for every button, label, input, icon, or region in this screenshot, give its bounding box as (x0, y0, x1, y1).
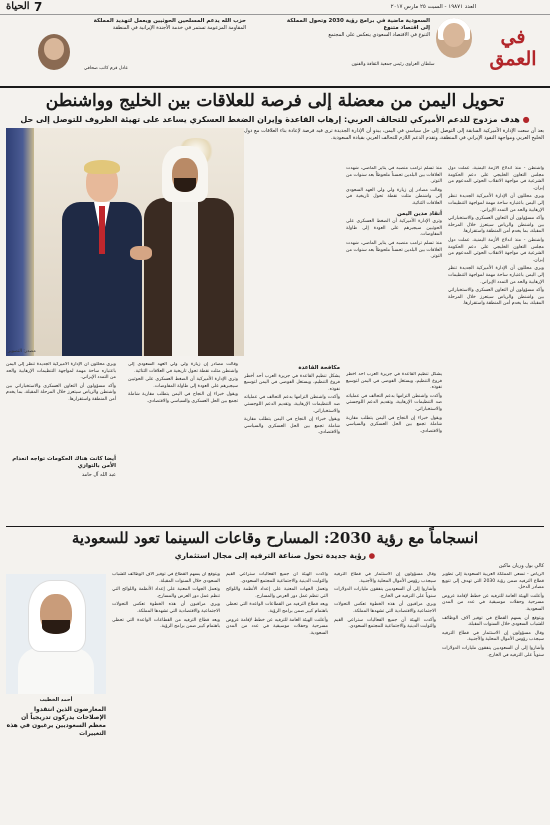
beard-shape (174, 178, 196, 192)
paragraph: ويعد قطاع الترفيه من القطاعات الواعدة التي تحظى باهتمام كبير ضمن برامج الرؤية. (112, 617, 220, 630)
page-number: 7 (34, 0, 43, 14)
paragraph: ويتوقع أن يسهم القطاع في توفير آلاف الوظائف للشباب السعودي خلال السنوات المقبلة. (442, 615, 544, 628)
story2-column-2 (334, 572, 436, 820)
story2-headline[interactable]: انسجاماً مع رؤية 2030: المسارح وقاعات السينما تعود للسعودية (71, 529, 479, 547)
quote-name: عبد الله آل حامد (81, 472, 116, 478)
paragraph: منذ تسلم ترامب منصبه في يناير الماضي، شهدت العلاقات بين البلدين تحسناً ملحوظاً بعد سنوات من التوتر. (346, 166, 442, 185)
paragraph: ويرى مراقبون أن هذه الخطوة تعكس التحولات الاجتماعية والاقتصادية التي تشهدها المملكة. (334, 602, 436, 614)
story2-column-4 (112, 572, 220, 820)
paragraph: ويرى محللون أن الإدارة الأميركية الجديدة تنظر إلى اليمن باعتباره ساحة مهمة لمواجهة التنظيمات الإرهابية والحد من التمدد الإيراني. (6, 362, 116, 381)
paragraph: ويرى محللون أن الإدارة الأميركية الجديدة تنظر إلى اليمن باعتباره ساحة مهمة لمواجهة التنظيمات الإرهابية والحد من التمدد الإيراني. (448, 266, 544, 285)
section-line2: العمق (489, 48, 537, 70)
hair-shape (84, 160, 120, 174)
teaser-left-headline: حزب الله يدعم المسلحين الحوثيين ويعمل لتهديد المملكة (93, 18, 246, 24)
story1-intro: بعد أن سعت الإدارة الأميركية السابقة إلى التوصل إلى حل سياسي في اليمن، يبدو أن الإدارة الجديدة ترى فيه فرصة لإعادة بناء العلاقات مع دول الخليج العربي ومواجهة النفوذ الإيراني في المنطقة، وتقدم الدعم اللازم للتحالف العربي بقيادة السعودية. (244, 128, 544, 142)
avatar (436, 18, 472, 58)
paragraph: وأكدت الهيئة أن جميع الفعاليات ستراعي القيم والثوابت الدينية والاجتماعية للمجتمع السعودي. (226, 572, 328, 584)
story1-column-lower-1 (346, 372, 442, 524)
story1-column-right (448, 166, 544, 524)
thobe-shape (18, 648, 94, 694)
paragraph: ويرى محللون أن الإدارة الأميركية الجديدة تنظر إلى اليمن باعتباره ساحة مهمة لمواجهة التنظيمات الإرهابية والحد من التمدد الإيراني. (448, 194, 544, 213)
paragraph: وأعلنت الهيئة العامة للترفيه عن خطط لإقامة عروض مسرحية وحفلات موسيقية في عدد من المدن السعودية. (226, 617, 328, 636)
handshake-shape (130, 246, 152, 260)
person-left (62, 164, 142, 356)
paragraph: واشنطن - منذ اندلاع الأزمة اليمنية، عملت دول مجلس التعاون الخليجي على دعم الحكومة الشرعية في مواجهة الانقلاب الحوثي المدعوم من إيران. (448, 166, 544, 191)
teaser-left-text: المقاومة المزعومة تستمر في خدمة الأجندة الإيرانية في المنطقة (112, 25, 246, 31)
paragraph: ويقول خبراء إن النجاح في اليمن يتطلب مقاربة شاملة تجمع بين الحل العسكري والسياسي والاقتصادي. (244, 417, 340, 436)
paragraph: وقالت مصادر إن زيارة ولي ولي العهد السعودي إلى واشنطن مثلت نقطة تحول تاريخية في العلاقات الثنائية. (346, 187, 442, 206)
paragraph: وترى الإدارة الأميركية أن الضغط العسكري على الحوثيين سيجبرهم على العودة إلى طاولة المفاوضات. (128, 377, 238, 389)
paragraph: ويعد قطاع الترفيه من القطاعات الواعدة التي تحظى باهتمام كبير ضمن برامج الرؤية. (226, 602, 328, 614)
story1-column-lower-3 (128, 362, 238, 524)
story1-column-lower-4 (6, 362, 116, 452)
bullet-icon: ● (522, 115, 530, 124)
paragraph: الرياض - تسعى المملكة العربية السعودية إلى تطوير قطاع الترفيه ضمن رؤية 2030 التي تهدف إلى تنويع مصادر الدخل. (442, 572, 544, 591)
story1-column-lower-2 (244, 362, 340, 524)
paragraph: منذ تسلم ترامب منصبه في يناير الماضي، شهدت العلاقات بين البلدين تحسناً ملحوظاً بعد سنوات من التوتر. (346, 240, 442, 260)
story1-column-middle (346, 166, 442, 366)
tie-shape (99, 206, 105, 254)
paragraph: وترى الإدارة الأميركية أن الضغط العسكري على الحوثيين سيجبرهم على العودة إلى طاولة المفاوضات. (346, 219, 442, 238)
paragraph: ويتوقع أن يسهم القطاع في توفير آلاف الوظائف للشباب السعودي خلال السنوات المقبلة. (112, 572, 220, 584)
lead-photo (6, 128, 244, 356)
story2-subhead (6, 550, 544, 561)
paragraph: ويقول خبراء إن النجاح في اليمن يتطلب مقاربة شاملة تجمع بين الحل العسكري والسياسي والاقتصادي. (346, 415, 442, 434)
flag-shape (6, 128, 34, 356)
bullet-icon: ● (368, 551, 376, 560)
thobe-shape (172, 198, 198, 356)
paper-name: الحياة (6, 1, 30, 12)
paragraph: ويقول خبراء إن النجاح في اليمن يتطلب مقاربة شاملة تجمع بين الحل العسكري والسياسي والاقتصادي. (128, 392, 238, 404)
portrait-name: أحمد الخطيب (39, 697, 73, 703)
top-strip (0, 0, 550, 15)
photo-credit: مصدر: التصوير (8, 349, 36, 354)
story2-byline: كالي بول وريان ماكين (498, 563, 544, 569)
paragraph: وأكد مسؤولون أن التعاون العسكري والاستخباراتي بين واشنطن والرياض سيتعزز خلال المرحلة المقبلة، بما يخدم أمن المنطقة واستقرارها. (448, 216, 544, 235)
paragraph: وأعلنت الهيئة العامة للترفيه عن خطط لإقامة عروض مسرحية وحفلات موسيقية في عدد من المدن السعودية. (442, 593, 544, 612)
quote-text: أيضا كانت هناك الحكومات تواجه انعدام الأمن بالتوازي (12, 456, 116, 469)
teaser-right[interactable] (280, 18, 430, 39)
section-line1: في (500, 26, 526, 48)
paragraph: ويرى مراقبون أن هذه الخطوة تعكس التحولات الاجتماعية والاقتصادية التي تشهدها المملكة. (112, 602, 220, 614)
teaser-right-headline: السعودية ماضية في برامج رؤية 2030 وتحول المملكة إلى اقتصاد متنوع (286, 18, 430, 31)
paragraph: وأكدت واشنطن التزامها بدعم التحالف في عملياته ضد التنظيمات الإرهابية، وتقديم الدعم اللوجستي والاستخباراتي. (346, 393, 442, 412)
story2-subhead-text: رؤية جديدة تحول صناعة الترفيه إلى مجال استثماري (174, 551, 367, 560)
paragraph: يشكل تنظيم القاعدة في جزيرة العرب أحد أخطر فروع التنظيم، ويستغل الفوضى في اليمن لتوسيع نفوذه. (346, 372, 442, 391)
paragraph: وأكد مسؤولون أن التعاون العسكري والاستخباراتي بين واشنطن والرياض سيتعزز خلال المرحلة المقبلة، بما يخدم أمن المنطقة واستقرارها. (448, 288, 544, 307)
column-subheading: مكافحة القاعدة (298, 365, 340, 371)
paragraph: وقالت مصادر إن زيارة ولي ولي العهد السعودي إلى واشنطن مثلت نقطة تحول تاريخية في العلاقات الثنائية. (128, 362, 238, 374)
paragraph: وأكد مسؤولون أن التعاون العسكري والاستخباراتي بين واشنطن والرياض سيتعزز خلال المرحلة المقبلة، بما يخدم أمن المنطقة واستقرارها. (6, 383, 116, 402)
paragraph: وأشاروا إلى أن السعوديين ينفقون مليارات الدولارات سنوياً على الترفيه في الخارج. (334, 587, 436, 599)
paragraph: واشنطن - منذ اندلاع الأزمة اليمنية، عملت دول مجلس التعاون الخليجي على دعم الحكومة الشرعية في مواجهة الانقلاب الحوثي المدعوم من إيران. (448, 237, 544, 263)
story1-headline[interactable]: تحويل اليمن من معضلة إلى فرصة للعلاقات بين الخليج وواشنطن (45, 91, 505, 111)
paragraph: وأكدت واشنطن التزامها بدعم التحالف في عملياته ضد التنظيمات الإرهابية، وتقديم الدعم اللوجستي والاستخباراتي. (244, 395, 340, 414)
face-shape (44, 38, 63, 60)
paragraph: وقال مسؤولون إن الاستثمار في قطاع الترفيه سيجذب رؤوس الأموال المحلية والأجنبية. (334, 572, 436, 584)
teaser-left-caption: عادل قرم كاتب صحافي (83, 66, 129, 71)
teaser-right-caption: سلطان العزاوي رئيس جمعية الثقافة والفنون (351, 62, 435, 67)
quote-box (6, 456, 116, 526)
section-divider (6, 526, 544, 527)
story2-portrait (6, 574, 106, 694)
avatar (38, 34, 70, 70)
paragraph: وتعمل الجهات المعنية على إعداد الأنظمة واللوائح التي تنظم عمل دور العرض والمسارح. (226, 587, 328, 599)
paragraph: وأشاروا إلى أن السعوديين ينفقون مليارات الدولارات سنوياً على الترفيه في الخارج. (442, 645, 544, 658)
section-logo (482, 26, 544, 82)
paragraph: يشكل تنظيم القاعدة في جزيرة العرب أحد أخطر فروع التنظيم، ويستغل الفوضى في اليمن لتوسيع نفوذه. (244, 373, 340, 392)
story1-subhead-text: هدف مزدوج للدعم الأميركي للتحالف العربي: إرهاب القاعدة وإيران الضغط العسكري يساعد على تهيئة الظروف للتوصل إلى حل (20, 115, 520, 124)
paragraph: وقال مسؤولون إن الاستثمار في قطاع الترفيه سيجذب رؤوس الأموال المحلية والأجنبية. (442, 630, 544, 643)
paragraph: وتعمل الجهات المعنية على إعداد الأنظمة واللوائح التي تنظم عمل دور العرض والمسارح. (112, 587, 220, 599)
pull-quote: المعارضون الذين انتقدوا الإصلاحات يدركون تدريجياً أن معظم السعوديين يرغبون في هذه التغييرات (6, 706, 106, 737)
column-subheading: أنقاذ مدين اليمن (396, 210, 442, 217)
masthead (0, 0, 550, 88)
face-shape (443, 23, 465, 47)
story2-column-1 (442, 572, 544, 820)
teaser-left[interactable] (76, 18, 246, 32)
issue-line: العدد ١٩٨٧١ - السبت ٢٥ مارس ٢٠١٧ (390, 4, 476, 10)
beard-shape (42, 620, 70, 634)
teaser-right-text: التنوع في الاقتصاد السعودي ينعكس على المجتمع (328, 32, 430, 38)
paragraph: وأكدت الهيئة أن جميع الفعاليات ستراعي القيم والثوابت الدينية والاجتماعية للمجتمع السعودي. (334, 617, 436, 630)
person-right (138, 146, 234, 356)
story1-subhead (6, 114, 544, 126)
story2-column-3 (226, 572, 328, 820)
